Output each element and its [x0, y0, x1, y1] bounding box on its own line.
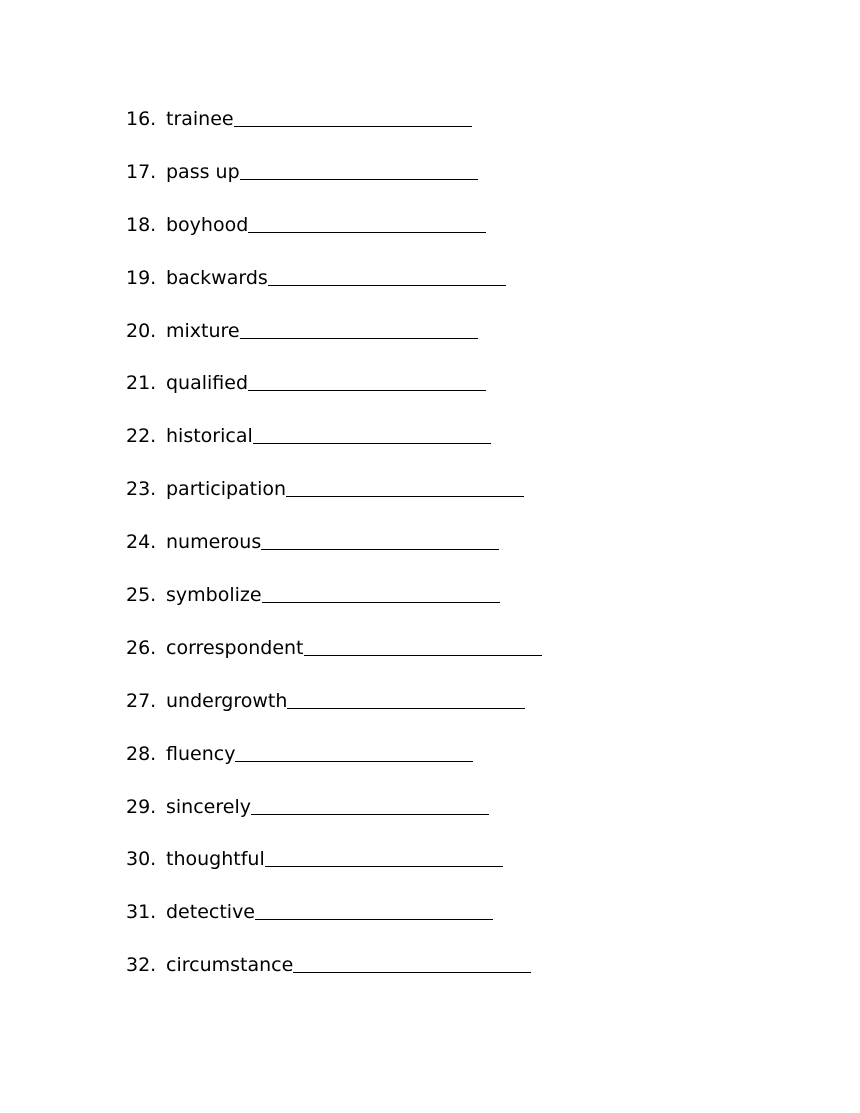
- list-item: [126, 581, 542, 634]
- list-item: [126, 105, 542, 158]
- item-word: numerous: [166, 531, 262, 554]
- list-item: [126, 634, 542, 687]
- answer-blank[interactable]: [240, 317, 478, 339]
- list-item: [126, 740, 542, 793]
- item-word: symbolize: [166, 584, 262, 607]
- answer-blank[interactable]: [286, 475, 524, 497]
- item-number: 30.: [126, 848, 157, 871]
- answer-blank[interactable]: [262, 581, 500, 603]
- item-number: 25.: [126, 584, 157, 607]
- item-number: 28.: [126, 742, 157, 765]
- list-item: [126, 793, 542, 846]
- item-number: 16.: [126, 108, 157, 130]
- item-word: circumstance: [166, 954, 294, 977]
- item-word: mixture: [166, 319, 240, 342]
- list-item: [126, 211, 542, 264]
- answer-blank[interactable]: [234, 105, 472, 127]
- answer-blank[interactable]: [253, 422, 491, 444]
- item-word: thoughtful: [166, 848, 265, 871]
- answer-blank[interactable]: [265, 845, 503, 867]
- item-number: 20.: [126, 319, 157, 342]
- answer-blank[interactable]: [248, 369, 486, 391]
- item-word: sincerely: [166, 795, 251, 818]
- item-number: 31.: [126, 901, 157, 924]
- item-word: boyhood: [166, 213, 249, 236]
- answer-blank[interactable]: [304, 634, 542, 656]
- item-number: 17.: [126, 160, 157, 183]
- item-number: 32.: [126, 954, 157, 977]
- item-number: 23.: [126, 478, 157, 501]
- answer-blank[interactable]: [235, 740, 473, 762]
- answer-blank[interactable]: [248, 211, 486, 233]
- item-word: qualified: [166, 372, 249, 395]
- list-item: [126, 475, 542, 528]
- item-word: pass up: [166, 160, 240, 183]
- answer-blank[interactable]: [293, 951, 531, 973]
- item-word: historical: [166, 425, 253, 448]
- list-item: [126, 687, 542, 740]
- list-item: [126, 845, 542, 898]
- item-number: 29.: [126, 795, 157, 818]
- answer-blank[interactable]: [240, 158, 478, 180]
- list-item: [126, 158, 542, 211]
- answer-blank[interactable]: [287, 687, 525, 709]
- item-number: 22.: [126, 425, 157, 448]
- item-number: 18.: [126, 213, 157, 236]
- item-number: 26.: [126, 636, 157, 659]
- answer-blank[interactable]: [268, 264, 506, 286]
- list-item: [126, 528, 542, 581]
- item-word: trainee: [166, 108, 234, 130]
- item-word: fluency: [166, 742, 236, 765]
- item-number: 24.: [126, 531, 157, 554]
- item-word: undergrowth: [166, 689, 288, 712]
- item-word: backwards: [166, 266, 268, 289]
- list-item: [126, 264, 542, 317]
- list-item: [126, 898, 542, 951]
- answer-blank[interactable]: [251, 793, 489, 815]
- list-item: [126, 369, 542, 422]
- answer-blank[interactable]: [255, 898, 493, 920]
- list-item: [126, 317, 542, 370]
- item-number: 19.: [126, 266, 157, 289]
- list-item: [126, 422, 542, 475]
- list-item: [126, 951, 542, 1004]
- item-number: 21.: [126, 372, 157, 395]
- item-word: correspondent: [166, 636, 304, 659]
- item-word: detective: [166, 901, 255, 924]
- item-number: 27.: [126, 689, 157, 712]
- item-word: participation: [166, 478, 287, 501]
- answer-blank[interactable]: [261, 528, 499, 550]
- vocabulary-list: [126, 105, 542, 1004]
